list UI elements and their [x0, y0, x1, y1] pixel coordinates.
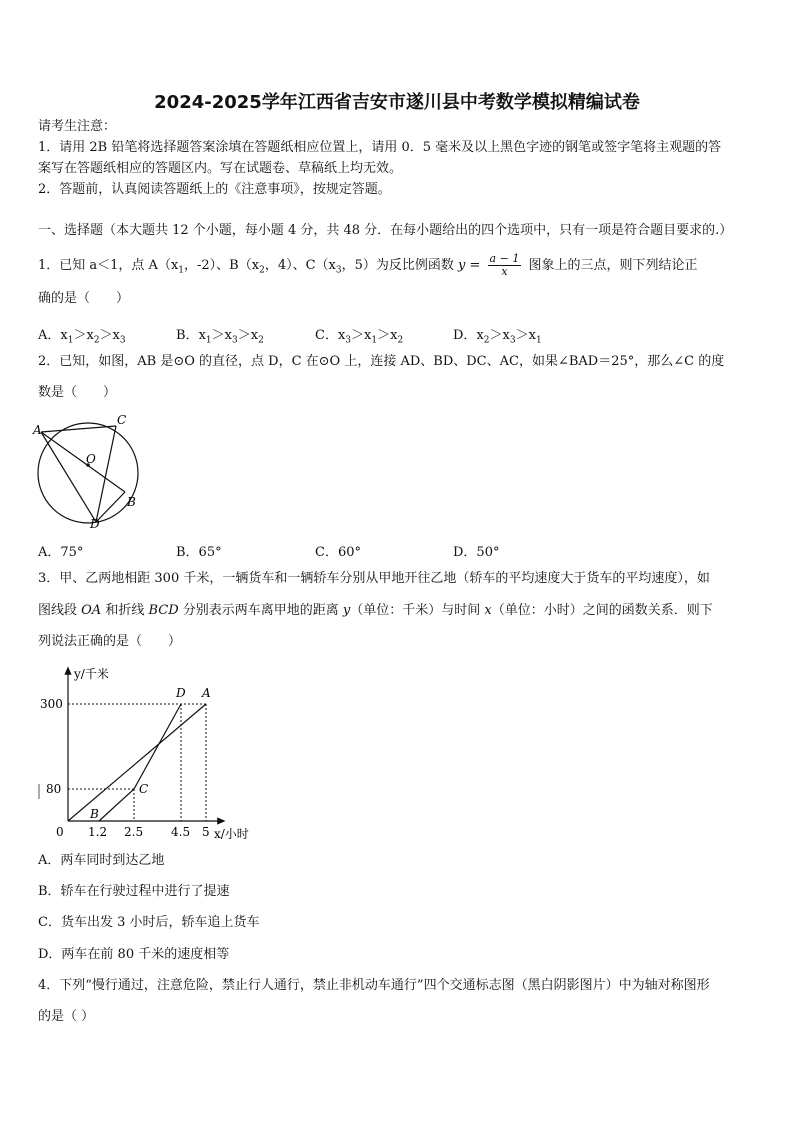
question-3-option-c[interactable]: C．货车出发 3 小时后，轿车追上货车: [38, 915, 260, 930]
question-1-option-c[interactable]: C．$x_3>x_1>x_2$: [315, 328, 404, 346]
polyline-bcd: [99, 704, 181, 821]
fraction: $\frac{a - 1}{x}$: [489, 252, 520, 278]
x-tick-1-2: 1.2: [88, 825, 108, 839]
y-tick-80: 80: [46, 782, 62, 796]
notice-heading: 请考生注意：: [38, 119, 117, 134]
x-tick-4-5: 4.5: [171, 825, 191, 839]
label-a: A: [33, 423, 42, 437]
question-4-line-1: 4．下列“慢行通过，注意危险，禁止行人通行，禁止非机动车通行”四个交通标志图（黑白阴影图片）中为轴对称图形: [38, 978, 710, 993]
question-1-option-a[interactable]: A．$x_1>x_2>x_3$: [38, 328, 126, 346]
question-1-line-1: 1．已知 a＜1，点 $A(x_1$，-2）、$B(x_2$，4）、$C(x_3$，5）为反比例函数 y = $\frac{a - 1}{x}$ 图象上的三点，则下列结论正: [38, 252, 698, 278]
question-1-line-2: 确的是（ ）: [38, 291, 130, 306]
label-o: O: [86, 452, 96, 466]
page-title: 2024-2025学年江西省吉安市遂川县中考数学模拟精编试卷: [154, 92, 640, 113]
y-tick-300: 300: [40, 697, 63, 711]
question-2-option-d[interactable]: D．50°: [453, 545, 500, 560]
notice-item-2: 2．答题前，认真阅读答题纸上的《注意事项》，按规定答题。: [38, 182, 391, 197]
x-axis-label: x/小时: [214, 827, 249, 841]
notice-item-1-line-2: 案写在答题纸相应的答题区内。写在试题卷、草稿纸上均无效。: [38, 161, 403, 176]
question-2-option-b[interactable]: B．65°: [176, 545, 222, 560]
question-3-line-2: 图线段 OA 和折线 BCD 分别表示两车离甲地的距离 y（单位：千米）与时间 x（单位：小时）之间的函数关系．则下: [38, 603, 713, 618]
x-tick-5: 5: [202, 825, 210, 839]
question-1-option-b[interactable]: B．$x_1>x_3>x_2$: [176, 328, 264, 346]
x-tick-2-5: 2.5: [124, 825, 144, 839]
question-3-line-1: 3．甲、乙两地相距 300 千米，一辆货车和一辆轿车分别从甲地开往乙地（轿车的平均速度大于货车的平均速度），如: [38, 571, 710, 586]
line-oa: [68, 704, 206, 821]
section-1-heading: 一、选择题（本大题共 12 个小题，每小题 4 分，共 48 分．在每小题给出的四个选项中，只有一项是符合题目要求的.）: [38, 223, 733, 238]
label-b: B: [127, 495, 136, 509]
question-2-line-2: 数是（ ）: [38, 385, 117, 400]
label-c: C: [117, 413, 127, 427]
point-label-c: C: [139, 782, 149, 796]
question-3-option-b[interactable]: B．轿车在行驶过程中进行了提速: [38, 884, 230, 899]
circle-figure: [30, 410, 150, 535]
point-label-b: B: [90, 807, 99, 821]
segment-ac: [41, 426, 116, 432]
segment-ad: [41, 432, 96, 522]
y-axis-label: y/千米: [74, 667, 109, 681]
question-2-option-a[interactable]: A．75°: [38, 545, 84, 560]
question-2-line-1: 2．已知，如图，AB 是⊙O 的直径，点 D，C 在⊙O 上，连接 AD、BD、DC、AC，如果∠BAD＝25°，那么∠C 的度: [38, 354, 725, 369]
question-3-option-d[interactable]: D．两车在前 80 千米的速度相等: [38, 947, 230, 962]
question-3-option-a[interactable]: A．两车同时到达乙地: [38, 853, 165, 868]
point-label-d: D: [176, 686, 186, 700]
question-2-option-c[interactable]: C．60°: [315, 545, 361, 560]
question-1-option-d[interactable]: D．$x_2>x_3>x_1$: [453, 328, 542, 346]
question-4-line-2: 的是（ ）: [38, 1009, 95, 1024]
distance-time-graph: [30, 662, 270, 844]
function-y: y =: [458, 258, 481, 273]
label-d: D: [90, 517, 100, 531]
question-3-line-3: 列说法正确的是（ ）: [38, 634, 182, 649]
point-label-a: A: [202, 686, 211, 700]
origin-label: 0: [56, 825, 64, 839]
notice-item-1-line-1: 1．请用 2B 铅笔将选择题答案涂填在答题纸相应位置上，请用 0．5 毫米及以上黑色字迹的钢笔或签字笔将主观题的答: [38, 140, 722, 155]
